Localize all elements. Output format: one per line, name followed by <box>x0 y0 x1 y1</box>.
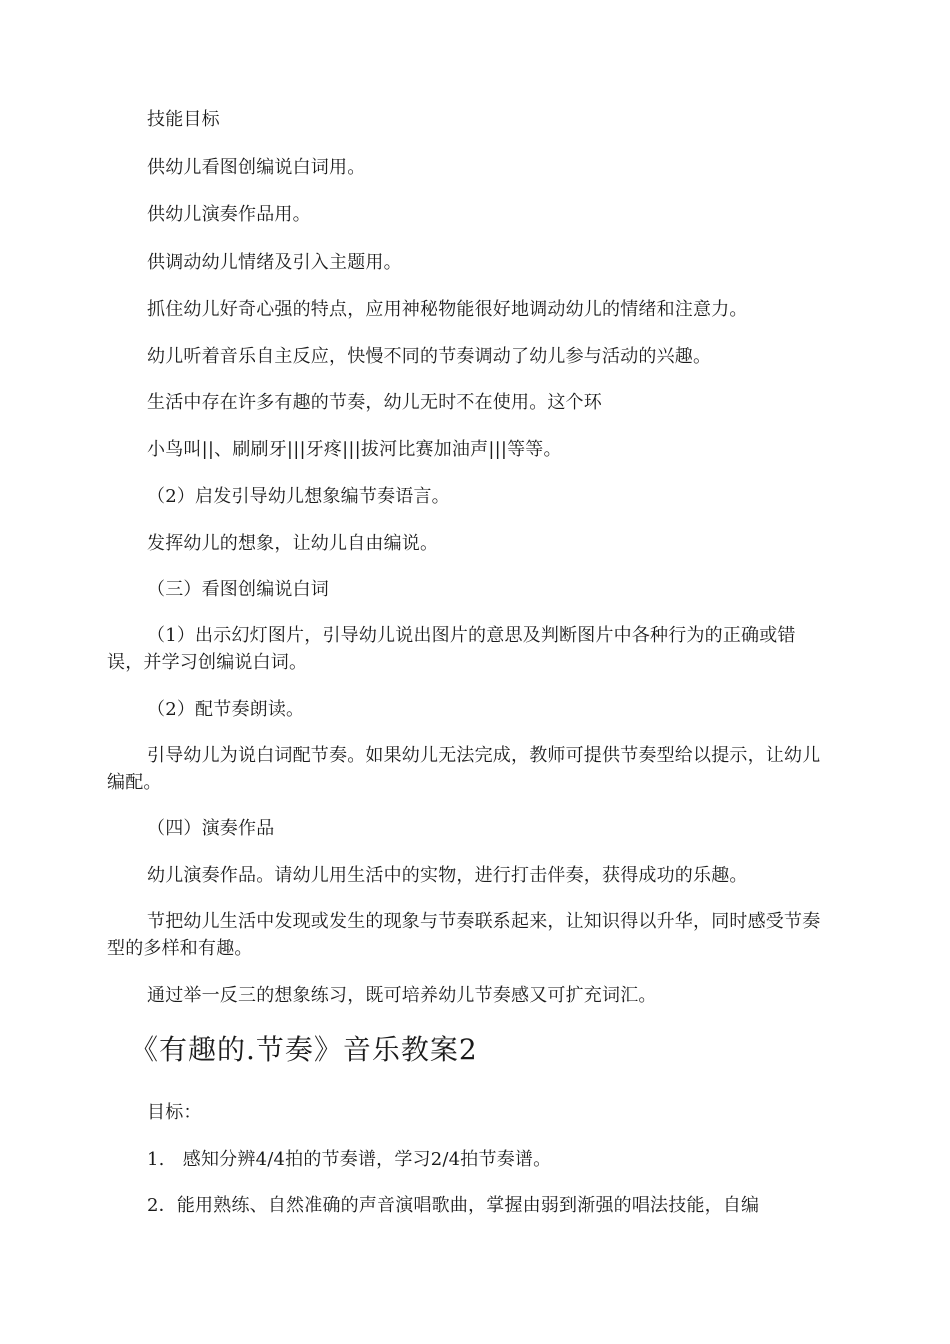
paragraph-5: 幼儿听着音乐自主反应，快慢不同的节奏调动了幼儿参与活动的兴趣。 <box>147 346 712 367</box>
paragraph-15: 幼儿演奏作品。请幼儿用生活中的实物，进行打击伴奏，获得成功的乐趣。 <box>147 865 748 886</box>
paragraph-13: 引导幼儿为说白词配节奏。如果幼儿无法完成，教师可提供节奏型给以提示，让幼儿编配。 <box>107 745 821 793</box>
paragraph-3: 供调动幼儿情绪及引入主题用。 <box>147 252 402 273</box>
paragraph-11: （1）出示幻灯图片，引导幼儿说出图片的意思及判断图片中各种行为的正确或错误，并学习创编说白词。 <box>107 625 796 673</box>
goal-item-1: 1. 感知分辨4/4拍的节奏谱，学习2/4拍节奏谱。 <box>147 1149 552 1170</box>
paragraph-1: 供幼儿看图创编说白词用。 <box>147 157 366 178</box>
paragraph-6: 生活中存在许多有趣的节奏，幼儿无时不在使用。这个环 <box>147 392 602 413</box>
goal-label: 目标： <box>147 1102 202 1123</box>
page-title: 《有趣的.节奏》音乐教案2 <box>130 1033 478 1066</box>
paragraph-7: 小鸟叫||、刷刷牙|||牙疼|||拔河比赛加油声|||等等。 <box>147 439 562 460</box>
paragraph-17: 通过举一反三的想象练习，既可培养幼儿节奏感又可扩充词汇。 <box>147 985 657 1006</box>
section-heading-3: （三）看图创编说白词 <box>147 579 329 600</box>
paragraph-skill-goal: 技能目标 <box>147 109 220 130</box>
paragraph-2: 供幼儿演奏作品用。 <box>147 204 311 225</box>
paragraph-8: （2）启发引导幼儿想象编节奏语言。 <box>147 486 450 507</box>
paragraph-4: 抓住幼儿好奇心强的特点，应用神秘物能很好地调动幼儿的情绪和注意力。 <box>147 299 748 320</box>
paragraph-16: 节把幼儿生活中发现或发生的现象与节奏联系起来，让知识得以升华，同时感受节奏型的多样和有趣。 <box>107 911 821 959</box>
goal-item-2: 2．能用熟练、自然准确的声音演唱歌曲，掌握由弱到渐强的唱法技能，自编 <box>147 1195 760 1216</box>
paragraph-9: 发挥幼儿的想象，让幼儿自由编说。 <box>147 533 439 554</box>
paragraph-12: （2）配节奏朗读。 <box>147 699 305 720</box>
section-heading-4: （四）演奏作品 <box>147 818 275 839</box>
